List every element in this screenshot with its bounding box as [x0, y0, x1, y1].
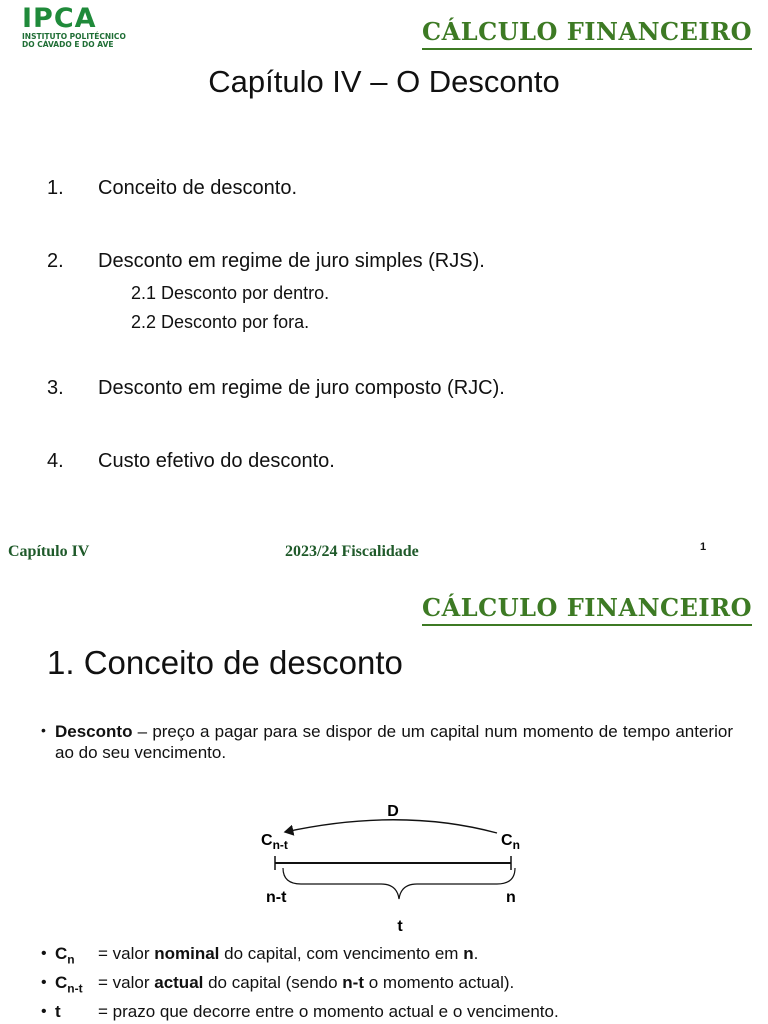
toc-item-4: Custo efetivo do desconto. [98, 450, 335, 472]
arc-label-d: D [387, 803, 399, 820]
footer-chapter: Capítulo IV [8, 543, 90, 560]
toc-number-2: 2. [47, 250, 64, 272]
legend-bullet: • [41, 974, 47, 991]
legend-text-cn: = valor nominal do capital, com vencimento em n. [98, 944, 479, 963]
tick-label-n: n [506, 889, 516, 906]
definition-paragraph [55, 721, 733, 763]
toc-number-3: 3. [47, 377, 64, 399]
page-number: 1 [700, 541, 707, 553]
discount-arc-arrow [285, 820, 497, 833]
section-title: 1. Conceito de desconto [47, 644, 403, 681]
footer-course-year: 2023/24 Fiscalidade [285, 543, 419, 560]
logo-subtitle-line2: DO CÁVADO E DO AVE [22, 40, 114, 49]
toc-item-1: Conceito de desconto. [98, 177, 298, 199]
legend-symbol-cnt: $C_{n-t}$ [55, 973, 83, 996]
legend-symbol-t: t [55, 1002, 61, 1021]
definition-text: – preço a pagar para se dispor de um capital num momento de tempo anterior ao do seu vencimento. [55, 722, 733, 762]
label-capital-nominal: $C_n$ [501, 832, 520, 852]
legend-text-t: = prazo que decorre entre o momento actual e o vencimento. [98, 1002, 559, 1021]
logo-subtitle-line1: INSTITUTO POLITÉCNICO [22, 32, 126, 41]
toc-subitem-2-2: 2.2 Desconto por fora. [131, 312, 310, 332]
legend-bullet: • [41, 1003, 47, 1020]
legend-text-cnt: = valor actual do capital (sendo n-t o momento actual). [98, 973, 515, 992]
chapter-title: Capítulo IV – O Desconto [208, 64, 560, 99]
definition-term: Desconto [55, 722, 133, 741]
toc-number-4: 4. [47, 450, 64, 472]
label-capital-actual: $C_{n-t}$ [261, 832, 288, 852]
toc-item-2: Desconto em regime de juro simples (RJS). [98, 250, 485, 272]
toc-subitem-2-1: 2.1 Desconto por dentro. [131, 283, 330, 303]
timeline-brace [283, 868, 515, 899]
course-title-slide2: CÁLCULO FINANCEIRO [422, 593, 752, 626]
tick-label-n-t: n-t [266, 889, 287, 906]
legend-bullet: • [41, 945, 47, 962]
toc-number-1: 1. [47, 177, 64, 199]
discount-timeline-diagram [0, 795, 768, 940]
bullet-dot: • [41, 722, 46, 738]
toc-item-3: Desconto em regime de juro composto (RJC). [98, 377, 505, 399]
ipca-logo: IPCA [22, 3, 97, 34]
legend-symbol-cn: $C_n$ [55, 944, 75, 967]
brace-label-t: t [397, 918, 403, 935]
course-title: CÁLCULO FINANCEIRO [422, 17, 752, 50]
